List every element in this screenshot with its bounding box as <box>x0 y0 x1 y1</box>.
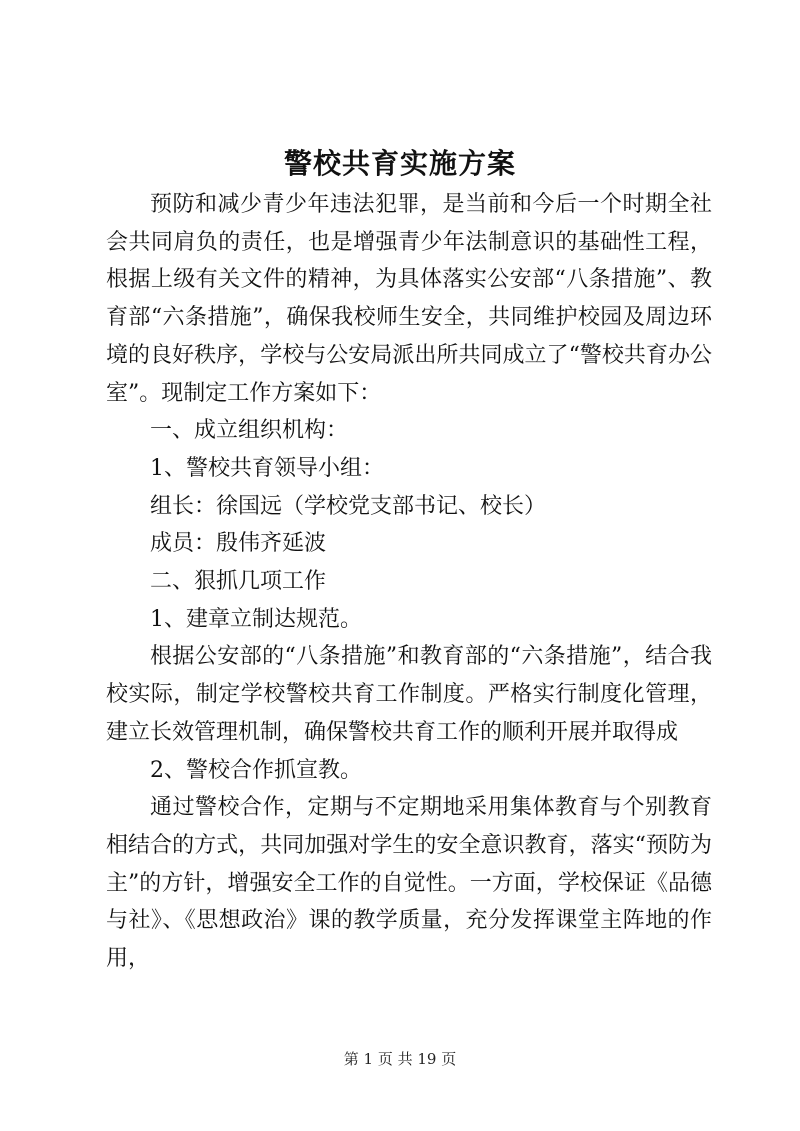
document-title: 警校共育实施方案 <box>283 147 516 180</box>
page-number-footer: 第 1 页 共 19 页 <box>343 1050 457 1068</box>
group-leader-line: 组长：徐国远（学校党支部书记、校长） <box>150 493 547 519</box>
paragraph-rules: 根据公安部的“八条措施”和教育部的“六条措施”，结合我校实际，制定学校警校共育工作制度。严格实行制度化管理，建立长效管理机制，确保警校共育工作的顺利开展并取得成 <box>106 644 712 745</box>
section-heading-key-work: 二、狠抓几项工作 <box>150 569 327 595</box>
section-heading-organization: 一、成立组织机构： <box>150 418 349 444</box>
group-members-line: 成员：殷伟齐延波 <box>150 531 327 557</box>
paragraph-intro: 预防和减少青少年违法犯罪，是当前和今后一个时期全社会共同肩负的责任，也是增强青少年法制意识的基础性工程，根据上级有关文件的精神，为具体落实公安部“八条措施”、教育部“六条措施”，确保我校师生安全，共同维护校园及周边环境的良好秩序，学校与公安局派出所共同成立了“警校共育办公室”。现制定工作方案如下： <box>106 192 712 406</box>
subsection-heading-leadership-group: 1、警校共育领导小组： <box>150 455 384 481</box>
subsection-heading-cooperation: 2、警校合作抓宣教。 <box>150 757 362 783</box>
document-body <box>106 186 712 978</box>
paragraph-cooperation: 通过警校合作，定期与不定期地采用集体教育与个别教育相结合的方式，共同加强对学生的安全意识教育，落实“预防为主”的方针，增强安全工作的自觉性。一方面，学校保证《品德与社》、《思想政治》课的教学质量，充分发挥课堂主阵地的作用， <box>106 795 712 972</box>
subsection-heading-rules: 1、建章立制达规范。 <box>150 606 362 632</box>
